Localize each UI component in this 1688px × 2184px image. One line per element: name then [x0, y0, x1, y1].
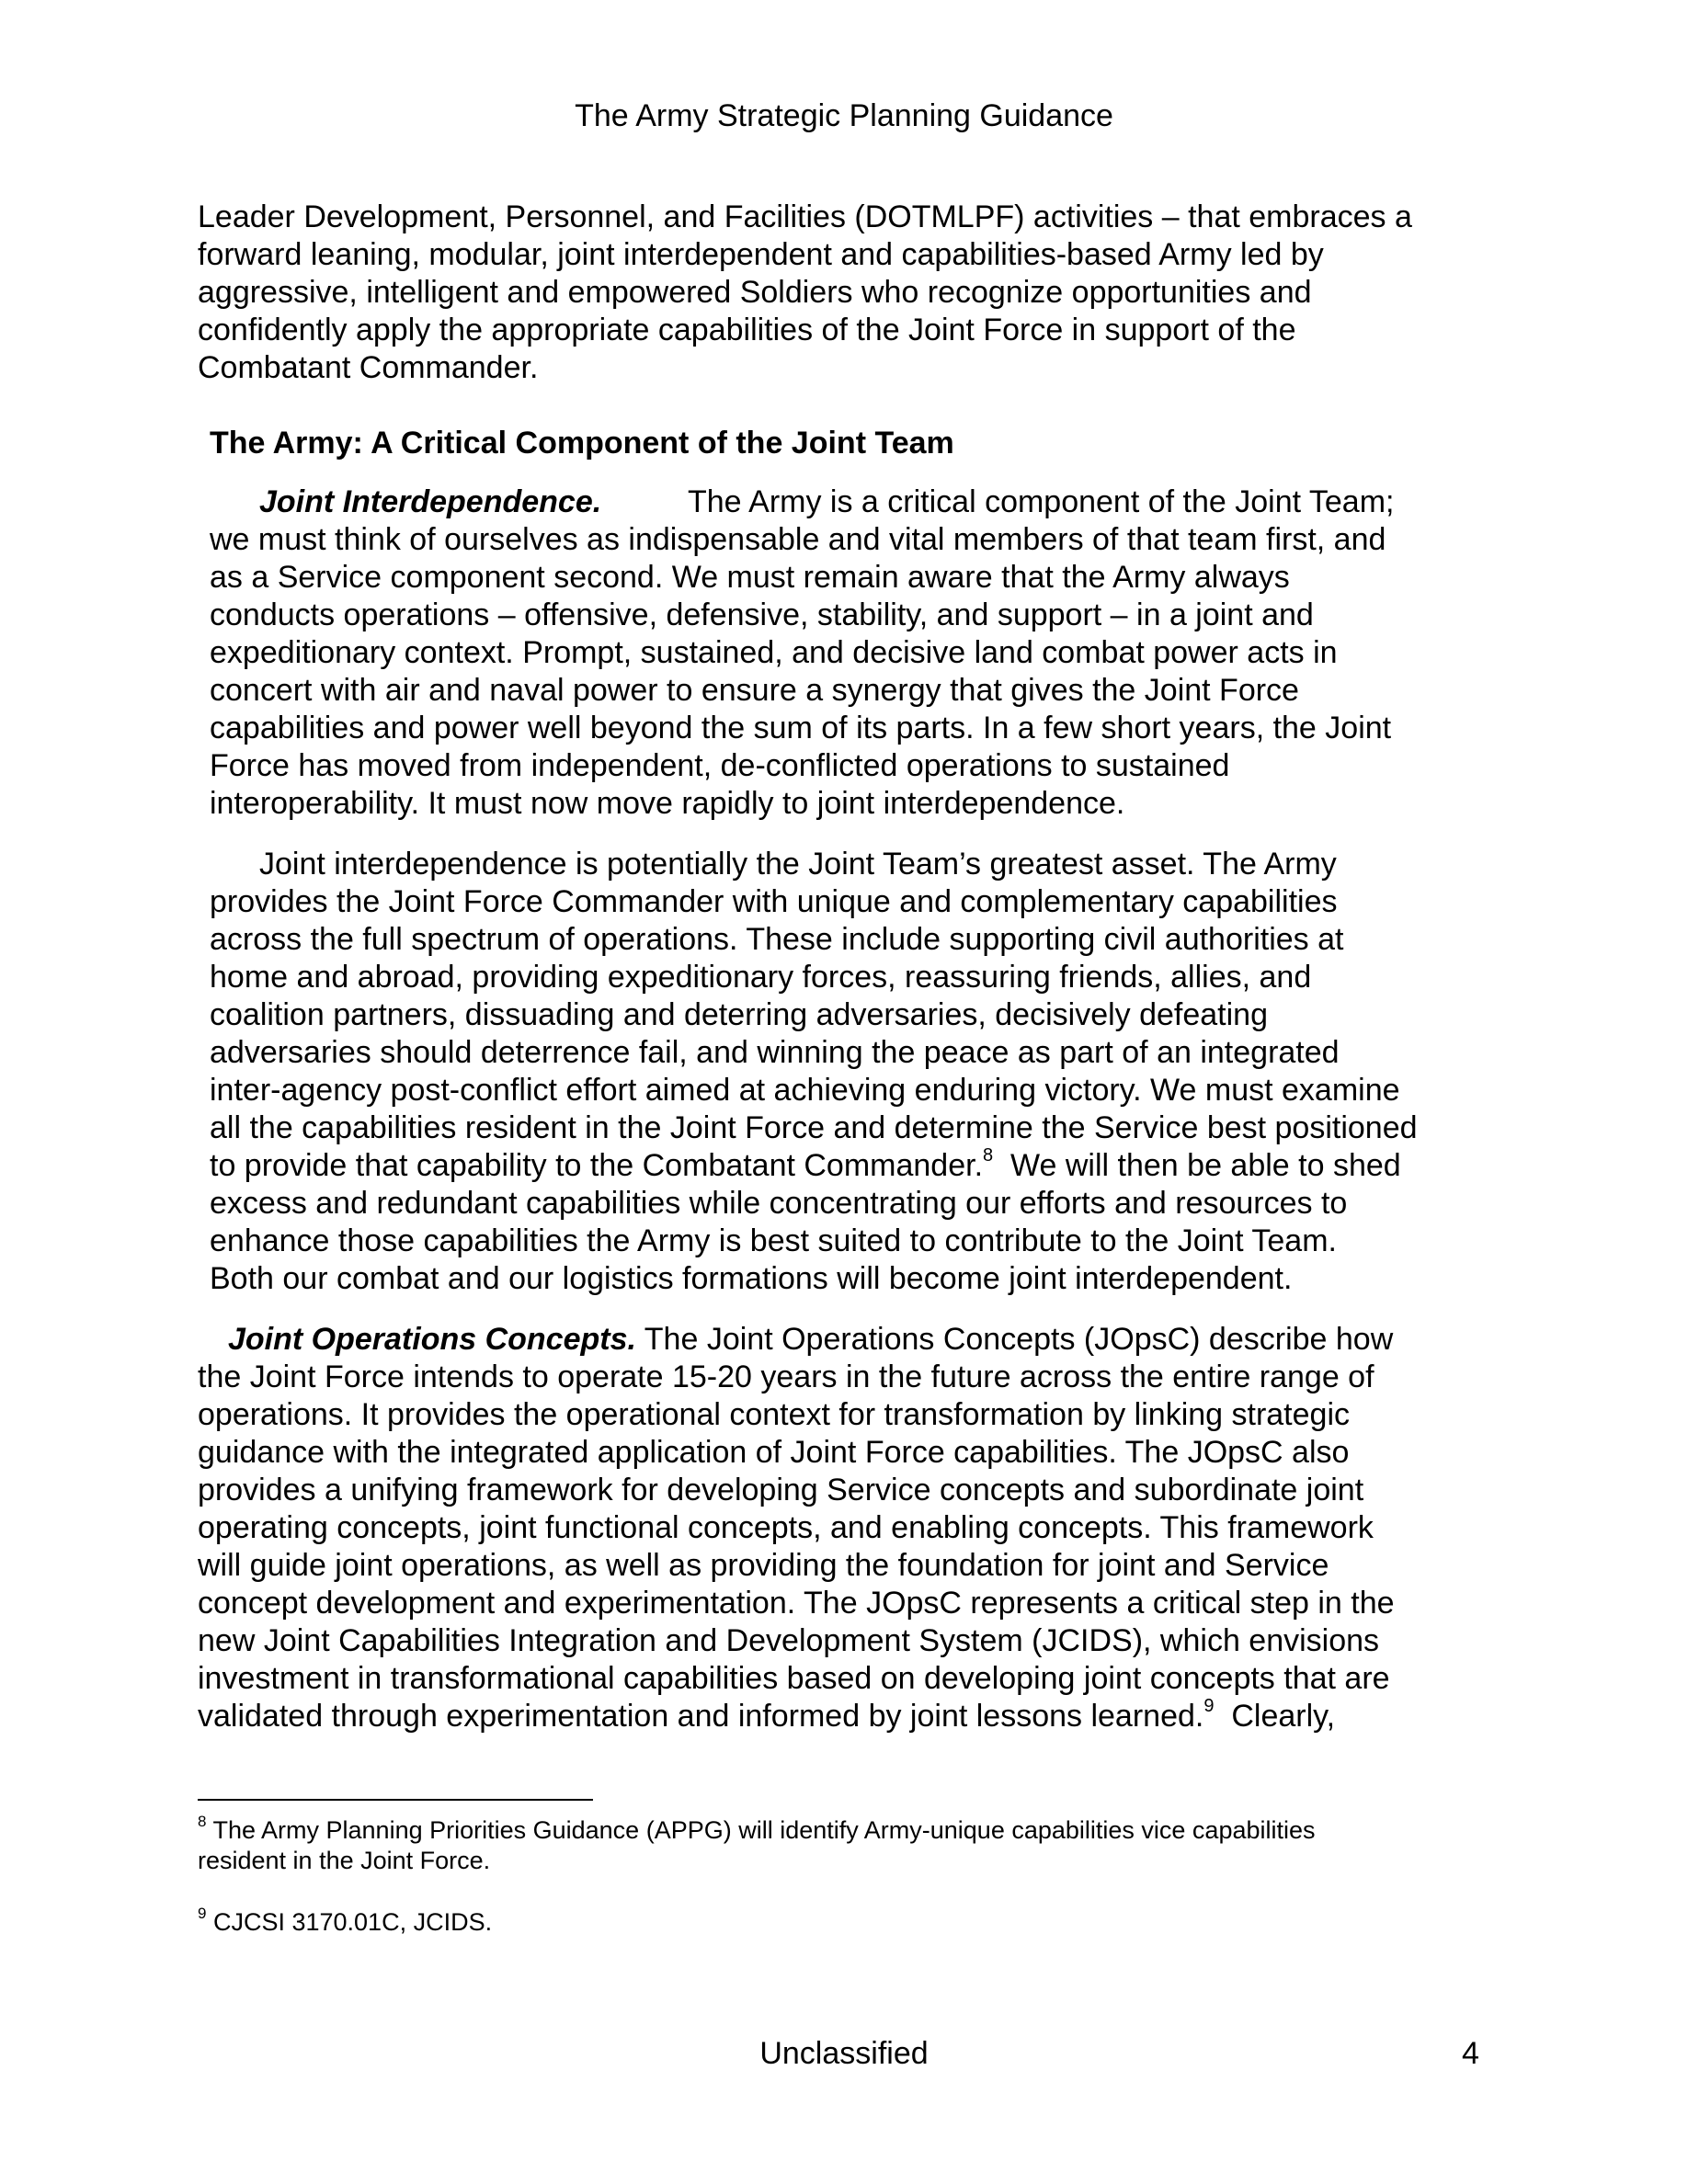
- text-line: concept development and experimentation. The JOpsC represents a critical step in the: [198, 1586, 1395, 1621]
- text-line: adversaries should deterrence fail, and winning the peace as part of an integrated: [210, 1035, 1340, 1070]
- text-line: Force has moved from independent, de-conflicted operations to sustained: [210, 748, 1230, 783]
- text-line: forward leaning, modular, joint interdependent and capabilities-based Army led by: [198, 237, 1324, 272]
- text-line: operating concepts, joint functional concepts, and enabling concepts. This framework: [198, 1510, 1374, 1545]
- text-line: aggressive, intelligent and empowered Soldiers who recognize opportunities and: [198, 275, 1312, 310]
- text-segment: We will then be able to shed: [993, 1148, 1401, 1183]
- text-line: new Joint Capabilities Integration and Development System (JCIDS), which envisions: [198, 1623, 1380, 1658]
- text-segment: validated through experimentation and informed by joint lessons learned.: [198, 1699, 1204, 1734]
- footnote-line: [198, 1907, 492, 1938]
- text-line: investment in transformational capabilities based on developing joint concepts that are: [198, 1661, 1390, 1696]
- text-line: operations. It provides the operational context for transformation by linking strategic: [198, 1397, 1351, 1432]
- footnote-mark: 8: [198, 1813, 207, 1830]
- text-line: concert with air and naval power to ensure a synergy that gives the Joint Force: [210, 673, 1299, 708]
- text-segment: to provide that capability to the Combatant Commander.: [210, 1148, 984, 1183]
- text-line: provides a unifying framework for developing Service concepts and subordinate joint: [198, 1473, 1364, 1507]
- text-line-first: [259, 483, 601, 521]
- footnote-line: resident in the Joint Force.: [198, 1847, 491, 1874]
- footnote-line: [198, 1815, 1316, 1846]
- text-line: Leader Development, Personnel, and Facilities (DOTMLPF) activities – that embraces a: [198, 199, 1412, 234]
- text-line: guidance with the integrated application of Joint Force capabilities. The JOpsC also: [198, 1435, 1350, 1470]
- text-line-with-footnote: [198, 1695, 1336, 1735]
- text-line: inter-agency post-conflict effort aimed at achieving enduring victory. We must examine: [210, 1073, 1400, 1108]
- text-line: confidently apply the appropriate capabilities of the Joint Force in support of the: [198, 313, 1296, 347]
- footnote-reference-8[interactable]: 8: [983, 1144, 994, 1166]
- text-line: expeditionary context. Prompt, sustained, and decisive land combat power acts in: [210, 635, 1338, 670]
- text-line: Joint interdependence is potentially the Joint Team’s greatest asset. The Army: [259, 847, 1337, 882]
- text-line: conducts operations – offensive, defensive, stability, and support – in a joint and: [210, 597, 1314, 632]
- runin-heading: Joint Interdependence.: [259, 484, 602, 519]
- text-line-first-body: The Army is a critical component of the Joint Team;: [688, 484, 1395, 519]
- footnote-text: The Army Planning Priorities Guidance (APPG) will identify Army-unique capabilities vice capabilities: [206, 1816, 1316, 1844]
- text-line: across the full spectrum of operations. These include supporting civil authorities at: [210, 922, 1344, 957]
- text-line: Both our combat and our logistics formations will become joint interdependent.: [210, 1261, 1293, 1296]
- page-number: 4: [1462, 2036, 1479, 2071]
- text-line: provides the Joint Force Commander with unique and complementary capabilities: [210, 884, 1338, 919]
- text-line: enhance those capabilities the Army is best suited to contribute to the Joint Team.: [210, 1223, 1337, 1258]
- footer-classification: Unclassified: [759, 2036, 929, 2071]
- text-line-first: [228, 1321, 1393, 1359]
- section-heading: The Army: A Critical Component of the Joint Team: [210, 426, 954, 461]
- text-line: interoperability. It must now move rapidly to joint interdependence.: [210, 786, 1125, 821]
- text-line-with-footnote: [210, 1144, 1401, 1185]
- text-line: as a Service component second. We must remain aware that the Army always: [210, 560, 1290, 595]
- page-header-title: The Army Strategic Planning Guidance: [575, 98, 1113, 133]
- footnote-text: CJCSI 3170.01C, JCIDS.: [206, 1908, 493, 1936]
- text-segment: The Joint Operations Concepts (JOpsC) describe how: [635, 1322, 1394, 1357]
- footnote-reference-9[interactable]: 9: [1203, 1695, 1215, 1716]
- text-line: coalition partners, dissuading and deterring adversaries, decisively defeating: [210, 997, 1269, 1032]
- footnote-separator: [198, 1799, 593, 1801]
- text-line: home and abroad, providing expeditionary forces, reassuring friends, allies, and: [210, 960, 1312, 995]
- text-line: the Joint Force intends to operate 15-20 years in the future across the entire range of: [198, 1359, 1374, 1394]
- text-line: will guide joint operations, as well as providing the foundation for joint and Service: [198, 1548, 1329, 1583]
- text-segment: Clearly,: [1214, 1699, 1336, 1734]
- text-line: we must think of ourselves as indispensable and vital members of that team first, and: [210, 522, 1386, 557]
- text-line: capabilities and power well beyond the sum of its parts. In a few short years, the Joint: [210, 711, 1392, 745]
- footnote-mark: 9: [198, 1905, 207, 1922]
- text-line: excess and redundant capabilities while concentrating our efforts and resources to: [210, 1186, 1348, 1221]
- text-line: Combatant Commander.: [198, 350, 539, 385]
- text-line: all the capabilities resident in the Joint Force and determine the Service best positioned: [210, 1110, 1418, 1145]
- runin-heading: Joint Operations Concepts.: [228, 1322, 636, 1357]
